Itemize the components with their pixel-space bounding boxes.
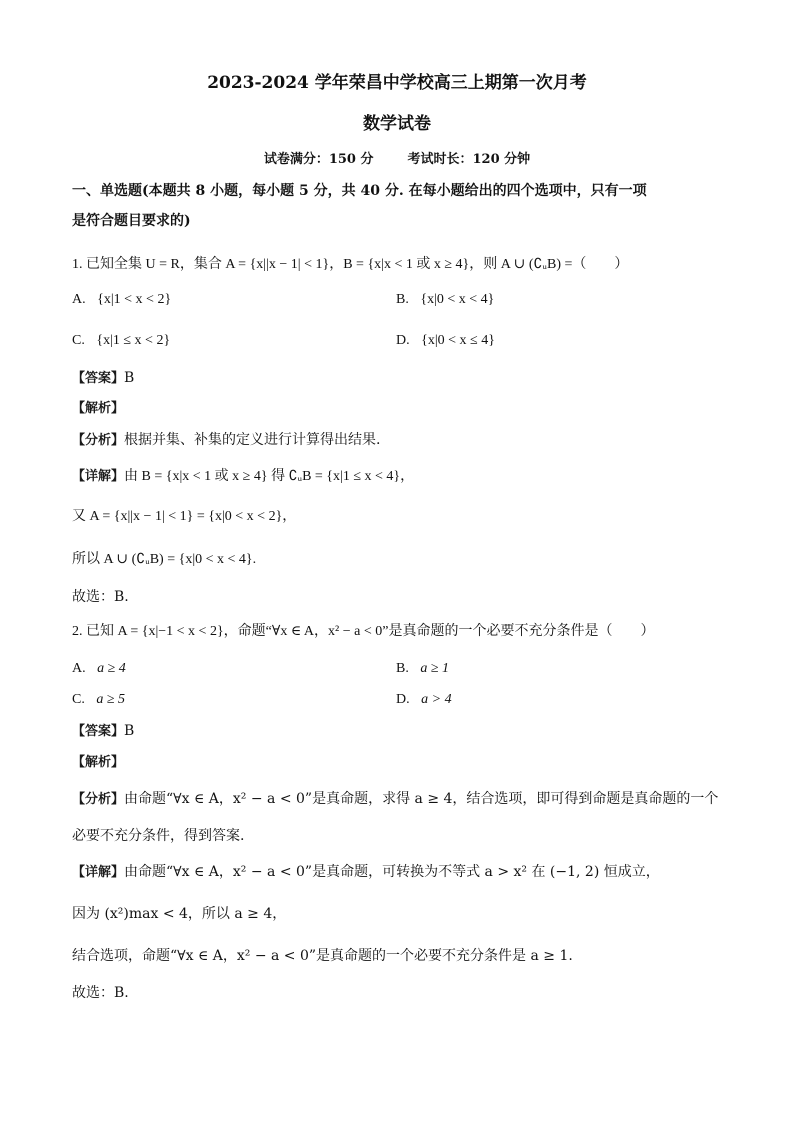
fenxi-tag: 【分析】 <box>72 792 125 807</box>
option-label: A. <box>72 292 86 307</box>
option-label: B. <box>396 292 409 307</box>
xiangjie-tag: 【详解】 <box>72 865 125 880</box>
option-label: D. <box>396 333 410 348</box>
q2-option-b <box>396 659 449 679</box>
q2-stem: 2. 已知 A = {x|−1 < x < 2}，命题“∀x ∈ A，x² − a < 0”是真命题的一个必要不充分条件是（ ） <box>72 624 655 639</box>
q1-analysis-tag: 【解析】 <box>72 401 125 416</box>
option-text: a ≥ 5 <box>96 692 126 707</box>
option-text: a > 4 <box>421 692 452 707</box>
q2-option-c <box>72 690 125 710</box>
q2-answer <box>72 721 134 742</box>
q2-fenxi-1 <box>72 789 718 810</box>
option-label: D. <box>396 692 410 707</box>
option-text: a ≥ 1 <box>420 661 450 676</box>
answer-tag: 【答案】 <box>72 724 125 739</box>
q2-fenxi-2: 必要不充分条件，得到答案. <box>72 828 245 844</box>
q2-option-d <box>396 690 452 710</box>
xiangjie-text: 由命题“∀x ∈ A，x² − a < 0”是真命题，可转换为不等式 a > x² 在 (−1, 2) 恒成立， <box>124 864 660 880</box>
q1-stem: 1. 已知全集 U = R，集合 A = {x||x − 1| < 1}，B = {x|x < 1 或 x ≥ 4}，则 A ∪ (∁ᵤB) =（ ） <box>72 257 629 272</box>
q1-answer <box>72 368 134 389</box>
q2-analysis-tag: 【解析】 <box>72 755 125 770</box>
option-text: {x|0 < x ≤ 4} <box>421 333 495 348</box>
q2-xiangjie-3: 结合选项，命题“∀x ∈ A，x² − a < 0”是真命题的一个必要不充分条件是 a ≥ 1. <box>72 948 573 964</box>
q2-conclusion: 故选：B. <box>72 985 129 1001</box>
q1-option-b <box>396 290 494 310</box>
q1-option-c <box>72 331 170 351</box>
option-text: {x|1 ≤ x < 2} <box>96 333 171 348</box>
q1-option-a <box>72 290 171 310</box>
answer-value: B <box>124 723 135 739</box>
option-text: a ≥ 4 <box>97 661 126 676</box>
exam-meta <box>0 150 794 170</box>
section-heading-line2: 是符合题目要求的) <box>72 213 191 229</box>
fenxi-tag: 【分析】 <box>72 433 125 448</box>
q1-conclusion: 故选：B. <box>72 589 129 605</box>
q1-xiangjie-1 <box>72 466 414 487</box>
fenxi-text: 由命题“∀x ∈ A，x² − a < 0”是真命题，求得 a ≥ 4，结合选项，即可得到命题是真命题的一个 <box>124 791 719 807</box>
q1-xiangjie-2: 又 A = {x||x − 1| < 1} = {x|0 < x < 2}， <box>72 509 297 524</box>
exam-duration: 考试时长：120 分钟 <box>407 152 531 167</box>
q1-xiangjie-3: 所以 A ∪ (∁ᵤB) = {x|0 < x < 4}. <box>72 552 257 567</box>
option-label: A. <box>72 661 86 676</box>
option-label: B. <box>396 661 409 676</box>
exam-subtitle: 数学试卷 <box>363 114 431 134</box>
q2-xiangjie-2: 因为 (x²)max < 4，所以 a ≥ 4， <box>72 906 287 922</box>
q1-fenxi <box>72 430 380 451</box>
option-text: {x|1 < x < 2} <box>97 292 172 307</box>
section-heading-line1: 一、单选题(本题共 8 小题，每小题 5 分，共 40 分. 在每小题给出的四个选项中，只有一项 <box>72 183 647 199</box>
xiangjie-tag: 【详解】 <box>72 469 125 484</box>
option-label: C. <box>72 333 85 348</box>
answer-value: B <box>124 370 135 386</box>
fenxi-text: 根据并集、补集的定义进行计算得出结果. <box>124 432 381 448</box>
q2-xiangjie-1 <box>72 862 660 883</box>
q1-option-d <box>396 331 495 351</box>
q2-option-a <box>72 659 126 679</box>
full-score: 试卷满分：150 分 <box>263 152 374 167</box>
exam-title: 2023-2024 学年荣昌中学校高三上期第一次月考 <box>207 73 587 93</box>
option-text: {x|0 < x < 4} <box>420 292 495 307</box>
xiangjie-text: 由 B = {x|x < 1 或 x ≥ 4} 得 ∁ᵤB = {x|1 ≤ x < 4}， <box>124 469 415 484</box>
answer-tag: 【答案】 <box>72 371 125 386</box>
option-label: C. <box>72 692 85 707</box>
